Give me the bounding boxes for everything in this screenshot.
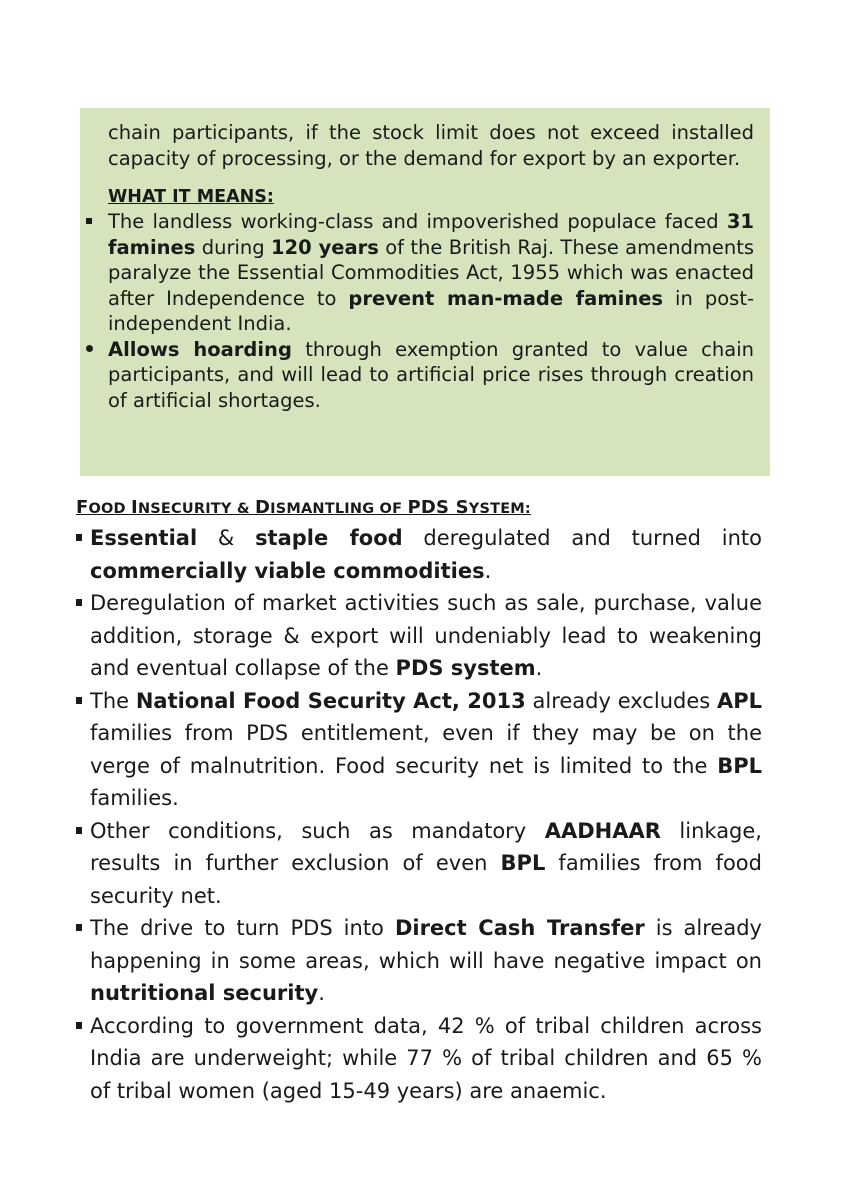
title-part: I: [131, 497, 138, 518]
round-bullet-icon: [86, 345, 93, 352]
box-list-item: [108, 209, 754, 337]
square-bullet-icon: [76, 599, 82, 606]
bold-text: Essential: [90, 526, 198, 550]
section-list: [76, 522, 762, 1107]
bold-text: AADHAAR: [544, 818, 661, 843]
text: already excludes: [525, 688, 717, 713]
bold-text: 120 years: [270, 235, 379, 259]
text: According to government data, 42 % of tribal children across India are underweight; while 77 % of tribal children and 65 % of tribal women (aged 15-49 years) are anaemic.: [90, 1013, 762, 1103]
what-it-means-heading: [108, 187, 754, 207]
text: The landless working-class and impoverished populace faced: [108, 210, 727, 233]
box-list-item: [108, 337, 754, 414]
bold-text: Allows hoarding: [108, 337, 292, 361]
text: in post-independent India.: [108, 286, 754, 335]
text: The: [90, 688, 136, 713]
list-item: [76, 1010, 762, 1108]
title-part: NSECURITY &: [137, 501, 255, 517]
text: of the British Raj. These amendments paralyze the Essential Commodities Act, 1955 which was enacted after Independence to: [108, 235, 755, 310]
heading-text: WHAT IT MEANS: [108, 187, 267, 207]
text: families from food security net.: [90, 851, 762, 908]
bold-text: Direct Cash Transfer: [394, 916, 645, 940]
bold-text: nutritional security: [90, 981, 319, 1005]
bold-text: PDS system: [395, 656, 536, 680]
square-bullet-icon: [76, 697, 82, 704]
title-part: PDS S: [407, 497, 469, 518]
bold-text: prevent man-made famines: [348, 286, 664, 310]
square-bullet-icon: [86, 218, 92, 224]
text: families.: [90, 786, 179, 810]
section-title: [76, 497, 762, 518]
list-item: [76, 587, 762, 685]
text: .: [535, 656, 543, 680]
text: deregulated and turned into: [402, 526, 762, 550]
square-bullet-icon: [76, 924, 82, 931]
list-item: [76, 912, 762, 1010]
title-part: F: [76, 497, 89, 518]
list-item: [76, 685, 762, 815]
highlight-box: [80, 108, 770, 476]
text: The drive to turn PDS into: [90, 916, 395, 940]
title-part: OOD: [88, 501, 132, 517]
square-bullet-icon: [76, 1022, 82, 1029]
text: Deregulation of market activities such as sale, purchase, value addition, storage & export will undeniably lead to weakening and eventual collapse of the: [90, 591, 762, 680]
box-list: [108, 209, 754, 413]
bold-text: National Food Security Act, 2013: [135, 688, 526, 713]
bold-text: BPL: [717, 753, 762, 778]
text: linkage, results in further exclusion of even: [90, 818, 762, 875]
bold-text: 31 famines: [108, 210, 754, 259]
list-item: [76, 522, 762, 587]
heading-colon: :: [266, 187, 274, 207]
bold-text: staple food: [255, 526, 403, 550]
title-part: YSTEM:: [468, 501, 531, 517]
text: &: [197, 526, 256, 550]
bold-text: APL: [716, 688, 762, 713]
text: through exemption granted to value chain participants, and will lead to artificial price rises through creation of artificial shortages.: [108, 337, 754, 412]
title-part: ISMANTLING OF: [270, 501, 408, 517]
text: .: [318, 981, 325, 1005]
text: is already happening in some areas, which will have negative impact on: [90, 916, 762, 973]
text: Other conditions, such as mandatory: [90, 818, 545, 843]
text: during: [195, 235, 271, 259]
square-bullet-icon: [76, 534, 82, 541]
food-insecurity-section: [76, 497, 762, 1107]
text: families from PDS entitlement, even if they may be on the verge of malnutrition. Food security net is limited to the: [90, 721, 762, 778]
bold-text: BPL: [500, 851, 546, 875]
box-intro-paragraph: chain participants, if the stock limit does not exceed installed capacity of processing, or the demand for export by an exporter.: [108, 121, 754, 170]
title-part: D: [254, 497, 271, 518]
list-item: [76, 815, 762, 913]
bold-text: commercially viable commodities: [90, 558, 485, 583]
text: .: [484, 558, 492, 583]
square-bullet-icon: [76, 827, 82, 834]
